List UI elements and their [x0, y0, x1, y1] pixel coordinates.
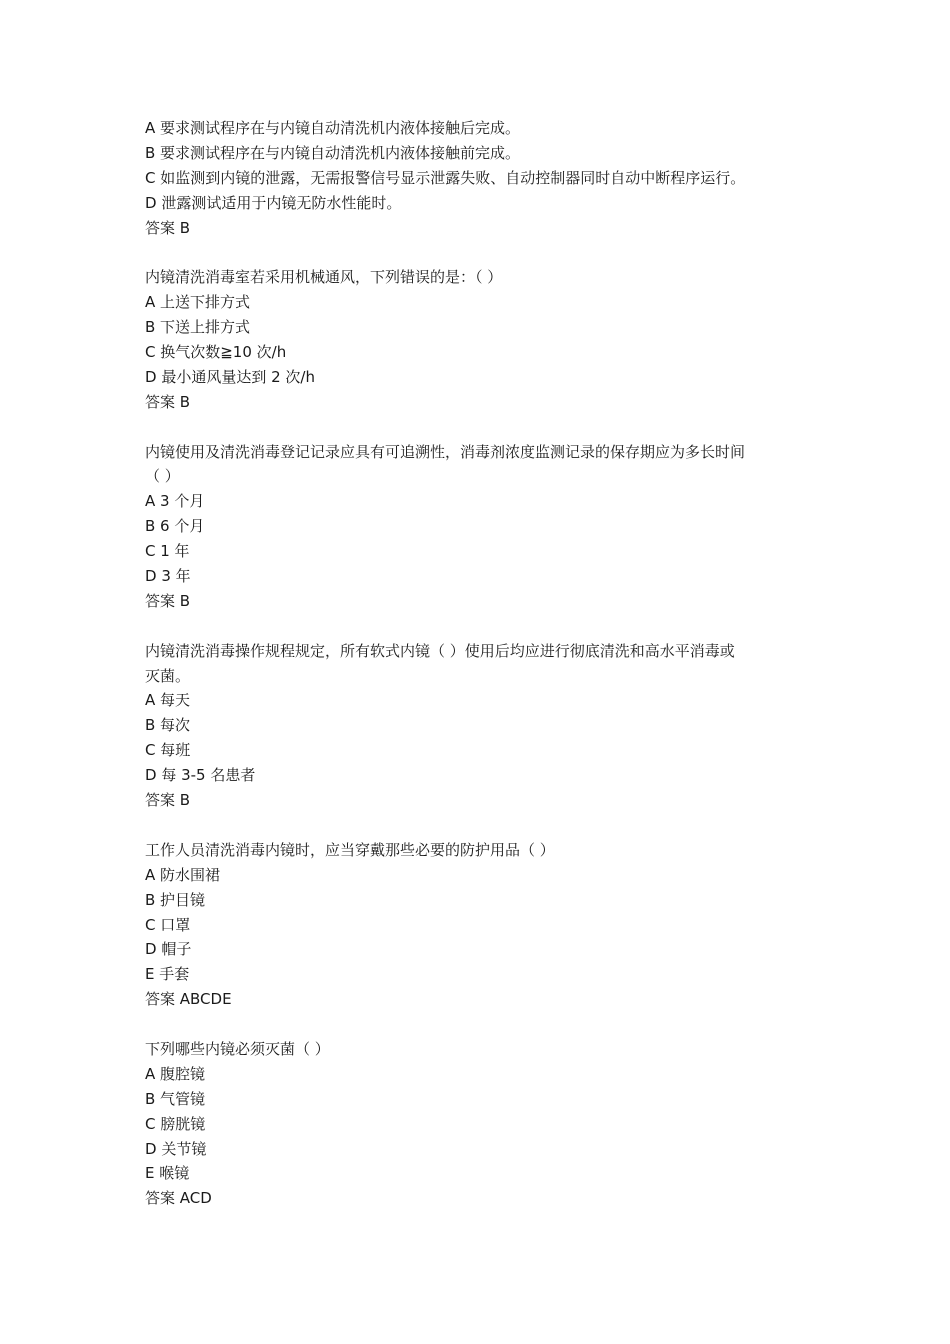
answer: 答案 ACD	[145, 1189, 212, 1208]
answer: 答案 B	[145, 791, 191, 810]
option-b: B 护目镜	[145, 890, 206, 909]
option-b: B 下送上排方式	[145, 318, 251, 337]
option-a: A 要求测试程序在与内镜自动清洗机内液体接触后完成。	[145, 119, 521, 137]
option-a: A 腹腔镜	[145, 1064, 206, 1083]
question-text-cont: 灭菌。	[145, 666, 191, 685]
answer: 答案 B	[145, 392, 191, 411]
question-text: 内镜清洗消毒操作规程规定，所有软式内镜（ ）使用后均应进行彻底清洗和高水平消毒或	[145, 641, 735, 660]
option-b: B 每次	[145, 716, 191, 735]
question-text: 内镜清洗消毒室若采用机械通风，下列错误的是：（ ）	[145, 268, 503, 287]
option-a: A 防水围裙	[145, 865, 221, 884]
option-c: C 膀胱镜	[145, 1114, 206, 1133]
option-e: E 喉镜	[145, 1164, 190, 1183]
option-c: C 1 年	[145, 542, 190, 561]
question-text: 内镜使用及清洗消毒登记记录应具有可追溯性，消毒剂浓度监测记录的保存期应为多长时间	[145, 442, 746, 461]
option-e: E 手套	[145, 965, 190, 984]
option-b: B 要求测试程序在与内镜自动清洗机内液体接触前完成。	[145, 143, 521, 162]
option-d: D 泄露测试适用于内镜无防水性能时。	[145, 193, 402, 212]
option-c: C 换气次数≧10 次/h	[145, 343, 287, 362]
option-d: D 帽子	[145, 940, 192, 959]
question-text: 工作人员清洗消毒内镜时，应当穿戴那些必要的防护用品（ ）	[145, 840, 555, 859]
option-b: B 气管镜	[145, 1089, 206, 1108]
question-text-cont: （ ）	[145, 467, 180, 486]
answer: 答案 B	[145, 591, 191, 610]
answer: 答案 ABCDE	[145, 990, 232, 1009]
option-c: C 口罩	[145, 915, 191, 934]
option-d: D 3 年	[145, 567, 191, 586]
option-b: B 6 个月	[145, 517, 205, 536]
option-a: A 每天	[145, 691, 191, 710]
option-c: C 每班	[145, 741, 191, 760]
option-d: D 最小通风量达到 2 次/h	[145, 367, 315, 386]
option-a: A 3 个月	[145, 492, 205, 511]
option-a: A 上送下排方式	[145, 293, 251, 312]
option-d: D 每 3-5 名患者	[145, 766, 256, 785]
document-page	[145, 116, 825, 1211]
option-c: C 如监测到内镜的泄露，无需报警信号显示泄露失败、自动控制器同时自动中断程序运行。	[145, 168, 746, 187]
option-d: D 关节镜	[145, 1139, 207, 1158]
answer: 答案 B	[145, 218, 191, 237]
question-text: 下列哪些内镜必须灭菌（ ）	[145, 1039, 330, 1058]
